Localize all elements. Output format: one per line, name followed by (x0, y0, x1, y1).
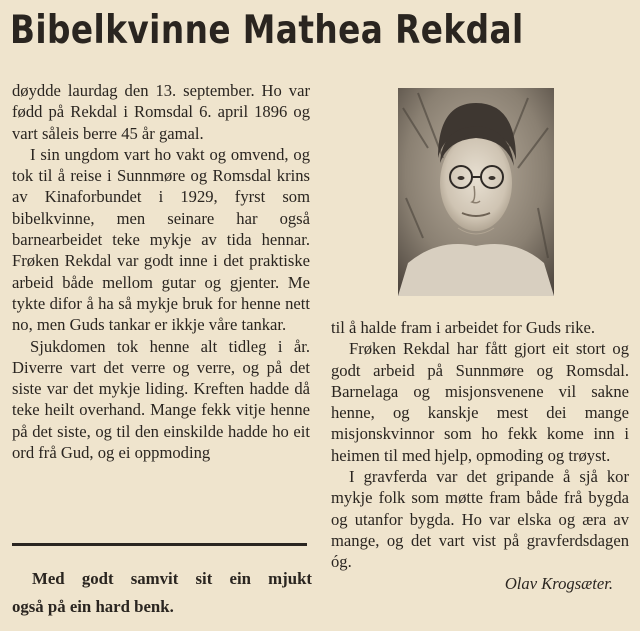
paragraph-right-3: I gravferda var det gripande å sjå kor mykje folk som møtte fram både frå bygda og utanfor bygda. Ho var elska og æra av mange, og det vart vist på gravferdsdagen óg. (331, 467, 629, 572)
paragraph-left-3: Sjukdomen tok henne alt tidleg i år. Diverre vart det verre og verre, og på det siste var det mykje liding. Kreften hadde då teke heilt overhand. Mange fekk vitje henne på det siste, og til den einskilde hadde ho eit ord frå Gud, og ei oppmoding (12, 336, 310, 463)
signature: Olav Krogsæter. (504, 573, 613, 593)
article-title: Bibelkvinne Mathea Rekdal (10, 8, 524, 53)
portrait-photo (398, 88, 554, 296)
right-column (331, 317, 629, 594)
left-column (12, 80, 310, 463)
paragraph-right-1: til å halde fram i arbeidet for Guds rike. (331, 318, 596, 337)
divider-rule (12, 543, 307, 546)
portrait-image (398, 88, 554, 296)
paragraph-right-2: Frøken Rekdal har fått gjort eit stort og godt arbeid på Sunnmøre og Romsdal. Barnelaga og misjonsvenene vil sakne henne, og kanskje mest dei mange misjonskvinnor som ho fekk kome inn i heimen til med hjelp, opmoding og trøyst. (331, 339, 629, 465)
paragraph-left-2: I sin ungdom vart ho vakt og omvend, og tok til å reise i Sunnmøre og Romsdal krins av Kinaforbundet i 1929, fyrst som bibelkvinne, men seinare har også barnearbeidet teke mykje av tida hennar. Frøken Rekdal var godt inne i det praktiske arbeid både mellom gutar og gjenter. Me tykte difor å ha så mykje bruk for henne nett no, men Guds tankar er ikkje våre tankar. (12, 144, 310, 335)
paragraph-left-1: døydde laurdag den 13. september. Ho var fødd på Rekdal i Romsdal 6. april 1896 og vart såleis berre 45 år gamal. (12, 81, 310, 143)
quote-box (12, 565, 312, 621)
quote-line-2: også på ein hard benk. (12, 597, 174, 616)
quote-line-1: Med godt samvit sit ein mjukt (32, 569, 312, 588)
